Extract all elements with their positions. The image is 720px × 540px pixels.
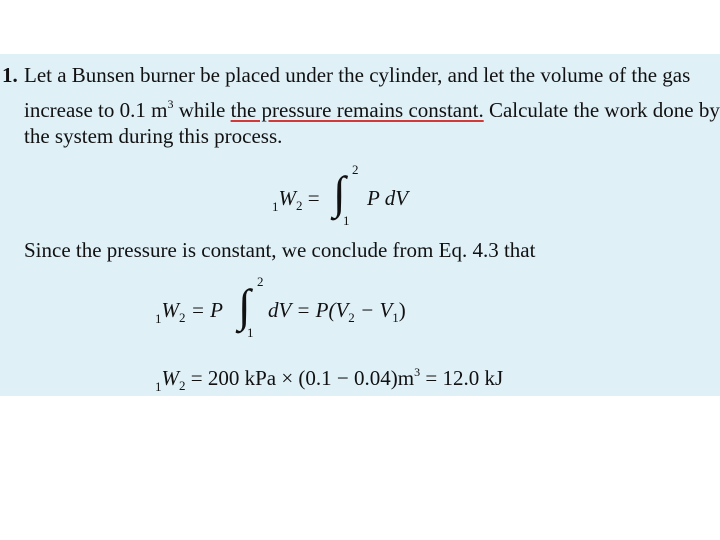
eq2-rhs-part-a: dV = P(V xyxy=(268,298,349,322)
eq1-equals: = xyxy=(302,186,320,210)
eq2-w: W xyxy=(161,298,179,322)
eq1-integral-sign: ∫ xyxy=(333,167,346,218)
equation-3 xyxy=(155,360,503,399)
equation-2-lhs xyxy=(155,298,223,331)
since-statement: Since the pressure is constant, we conclude from Eq. 4.3 that xyxy=(24,238,536,262)
highlighted-phrase: the pressure remains constant. xyxy=(230,98,484,122)
eq1-upper-limit: 2 xyxy=(352,162,359,177)
eq3-unit-exponent: 3 xyxy=(414,365,421,379)
problem-line-3: the system during this process. xyxy=(24,124,283,148)
eq2-rhs-part-b: − V xyxy=(354,298,393,322)
unit-exponent: 3 xyxy=(167,97,174,111)
problem-line-1: Let a Bunsen burner be placed under the cylinder, and let the volume of the gas xyxy=(24,63,691,87)
eq3-rhs-part-a: = 200 kPa × (0.1 − 0.04)m xyxy=(185,366,415,390)
eq1-lower-limit: 1 xyxy=(343,213,350,228)
eq2-rhs-part-c: ) xyxy=(398,298,406,322)
eq2-upper-limit: 2 xyxy=(257,274,264,289)
equation-2-rhs xyxy=(268,298,406,330)
eq3-pre-subscript: 1 xyxy=(155,379,162,394)
eq1-pre-subscript: 1 xyxy=(272,199,279,214)
eq1-subscript: 2 xyxy=(296,198,303,213)
problem-line-2-part-b: while xyxy=(173,98,231,122)
problem-number: 1. xyxy=(2,63,18,87)
problem-line-2 xyxy=(24,92,720,122)
eq3-rhs-part-b: = 12.0 kJ xyxy=(420,366,504,390)
eq2-lower-limit: 1 xyxy=(247,325,254,340)
eq2-integral-sign: ∫ xyxy=(238,280,251,331)
problem-line-2-part-c: Calculate the work done by xyxy=(483,98,720,122)
equation-1-lhs xyxy=(272,186,320,219)
eq2-lhs-tail: = P xyxy=(185,298,223,322)
eq3-w: W xyxy=(161,366,179,390)
eq3-subscript: 2 xyxy=(179,378,186,393)
eq2-rhs-subscript-1: 2 xyxy=(348,310,355,325)
eq2-pre-subscript: 1 xyxy=(155,311,162,326)
eq2-rhs-subscript-2: 1 xyxy=(392,310,399,325)
problem-line-2-part-a: increase to 0.1 m xyxy=(24,98,168,122)
eq2-subscript: 2 xyxy=(179,310,186,325)
eq1-w: W xyxy=(278,186,296,210)
eq1-integrand: P dV xyxy=(367,186,409,210)
